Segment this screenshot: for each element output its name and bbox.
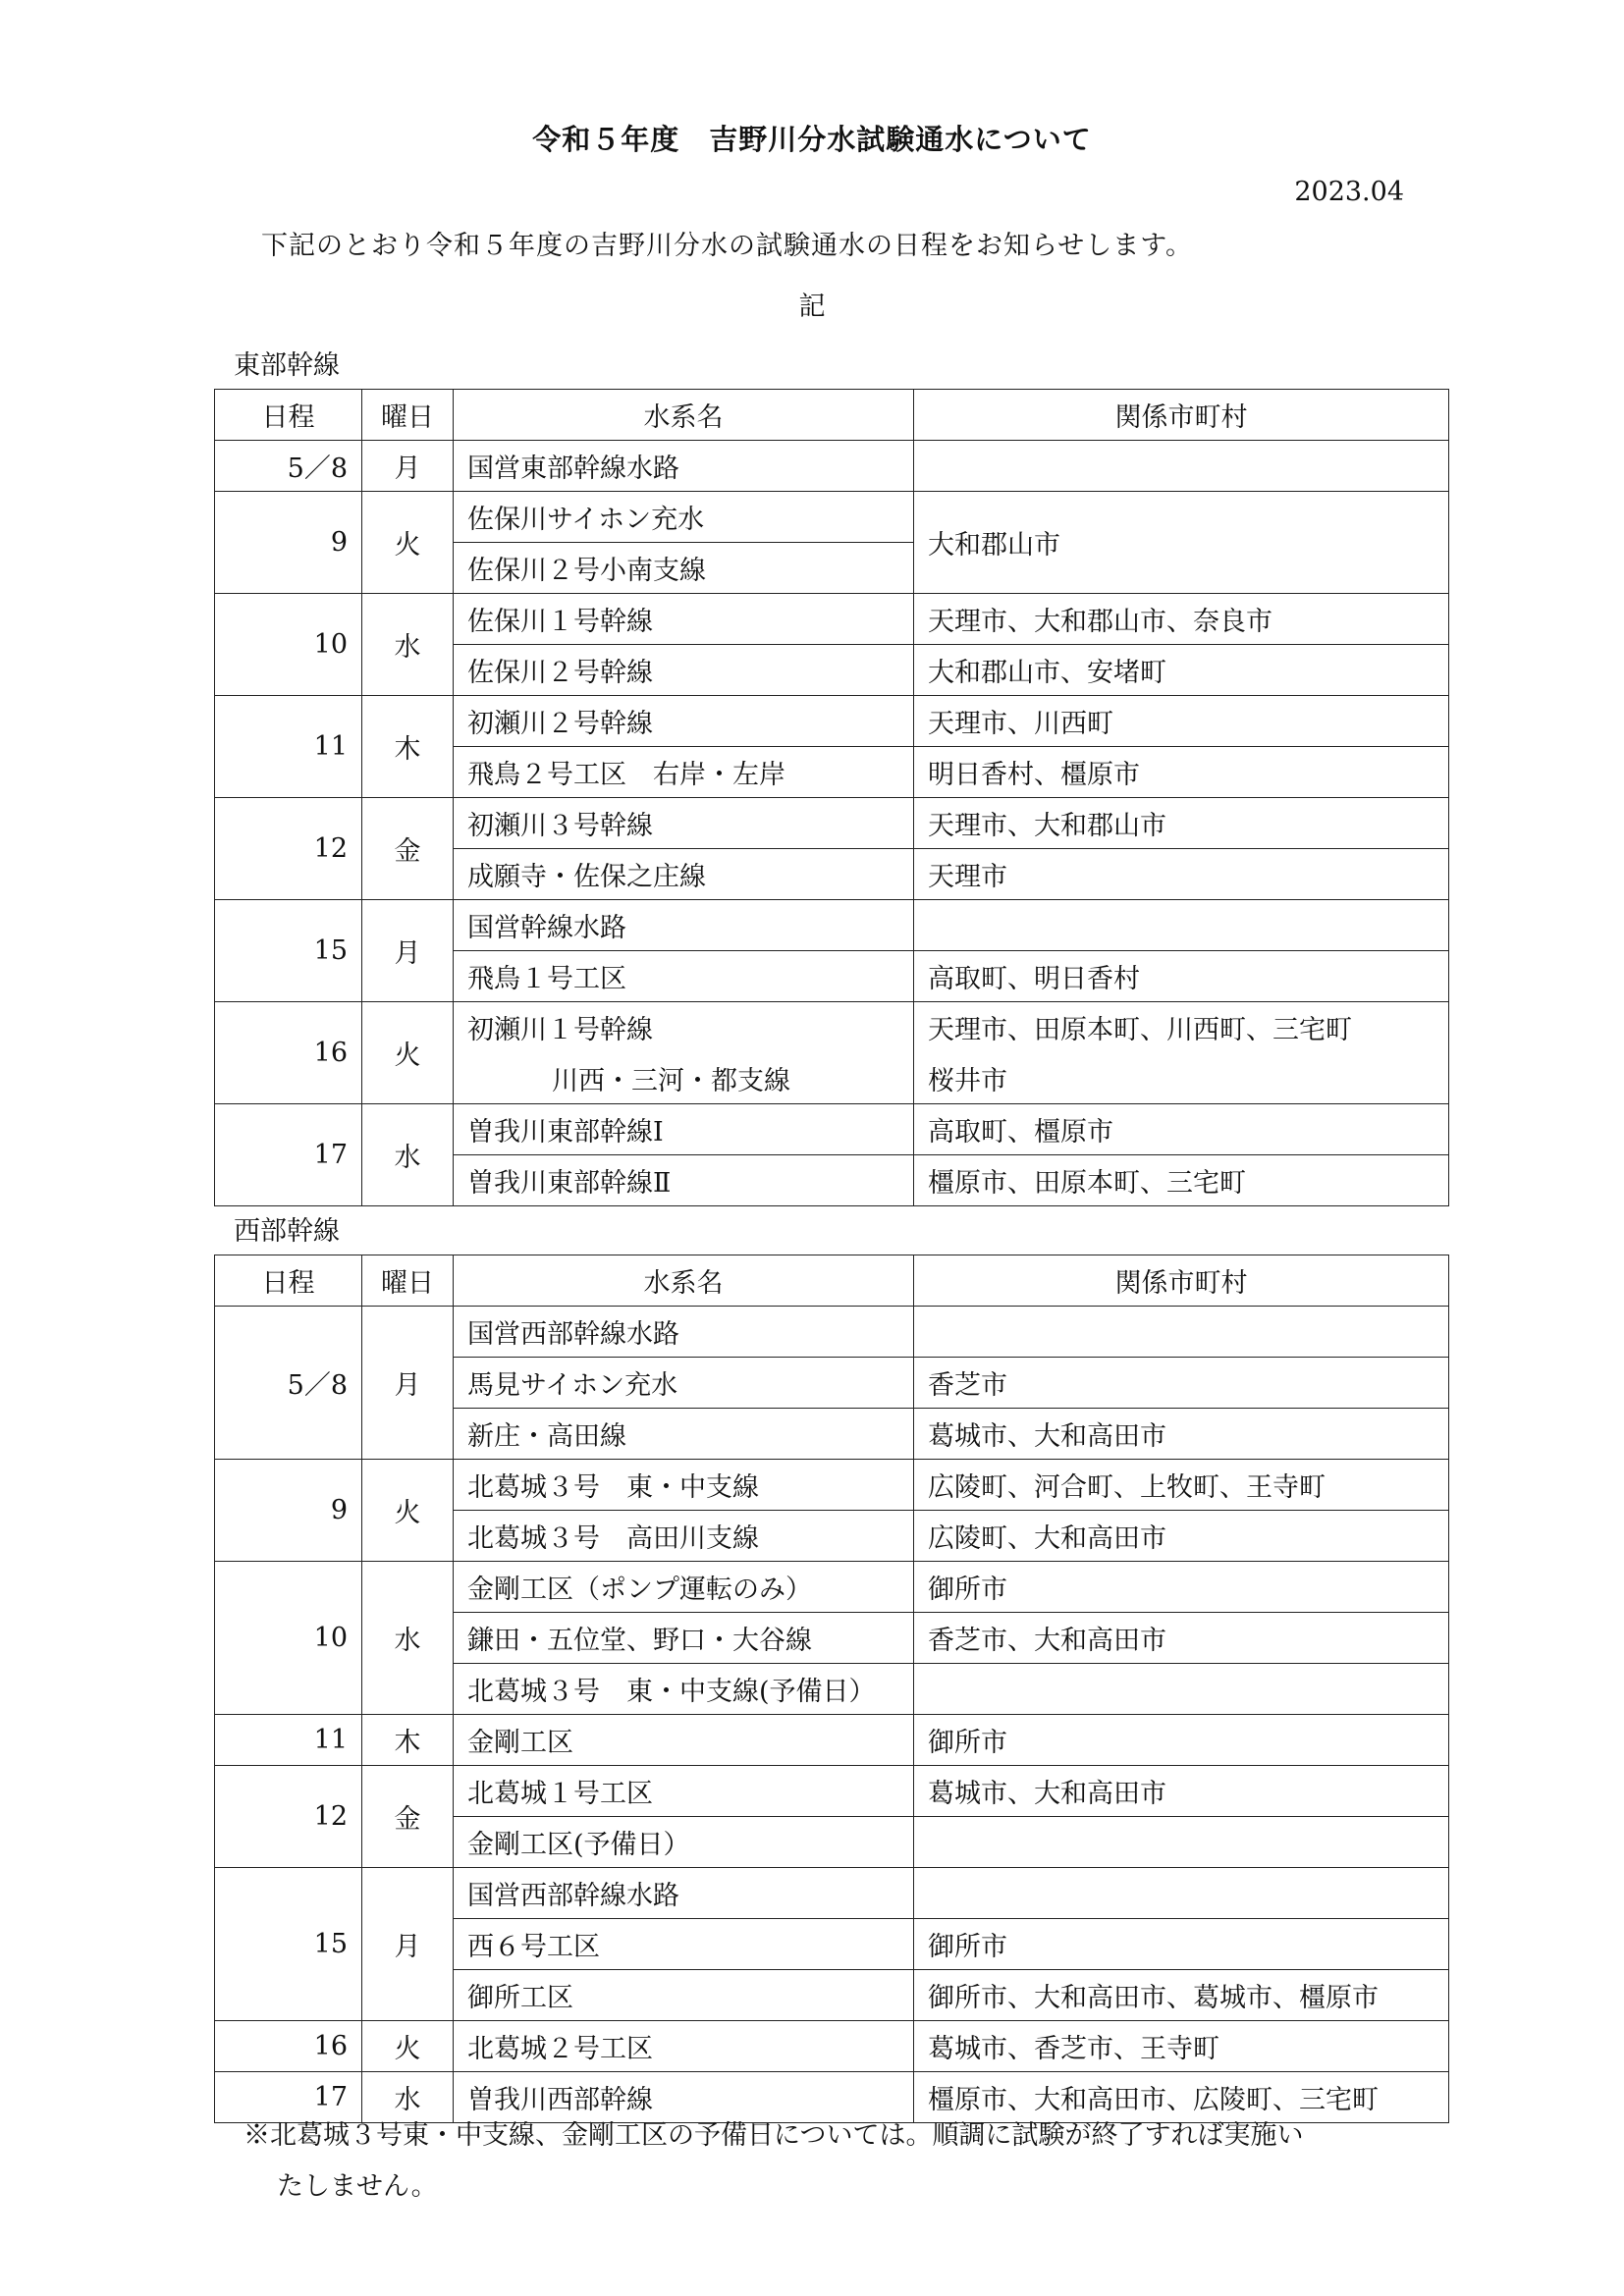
system-cell: 佐保川２号幹線 (454, 645, 914, 696)
system-cell: 金剛工区(予備日） (454, 1817, 914, 1868)
intro-text: 下記のとおり令和５年度の吉野川分水の試験通水の日程をお知らせします。 (261, 231, 1194, 261)
date-cell: 12 (215, 798, 362, 900)
related-cell: 広陵町、河合町、上牧町、王寺町 (914, 1460, 1449, 1511)
table-row (215, 900, 1449, 951)
system-cell: 北葛城３号 東・中支線(予備日） (454, 1664, 914, 1715)
date-cell: 9 (215, 492, 362, 594)
west-section-label: 西部幹線 (234, 1216, 340, 1247)
system-cell: 馬見サイホン充水 (454, 1358, 914, 1409)
date-cell: 5／8 (215, 441, 362, 492)
east-section-label: 東部幹線 (234, 350, 340, 381)
table-row (215, 696, 1449, 747)
table-row (215, 1562, 1449, 1613)
date-cell: 10 (215, 594, 362, 696)
date-cell: 16 (215, 1002, 362, 1104)
table-row (215, 1766, 1449, 1817)
related-cell: 天理市、大和郡山市、奈良市 (914, 594, 1449, 645)
day-cell: 水 (362, 594, 454, 696)
system-cell: 川西・三河・都支線 (454, 1053, 914, 1104)
day-cell: 木 (362, 696, 454, 798)
day-cell: 水 (362, 2072, 454, 2123)
header-date: 日程 (215, 390, 362, 441)
date-cell: 10 (215, 1562, 362, 1715)
system-cell: 初瀬川３号幹線 (454, 798, 914, 849)
related-cell: 広陵町、大和高田市 (914, 1511, 1449, 1562)
related-cell: 香芝市 (914, 1358, 1449, 1409)
system-cell: 国営西部幹線水路 (454, 1307, 914, 1358)
day-cell: 火 (362, 1002, 454, 1104)
date-cell: 15 (215, 1868, 362, 2021)
system-cell: 北葛城１号工区 (454, 1766, 914, 1817)
system-cell: 飛鳥１号工区 (454, 951, 914, 1002)
page-title: 令和５年度 吉野川分水試験通水について (532, 123, 1092, 156)
header-day: 曜日 (362, 1255, 454, 1307)
system-cell: 西６号工区 (454, 1919, 914, 1970)
system-cell: 北葛城３号 高田川支線 (454, 1511, 914, 1562)
ki-marker: 記 (798, 292, 826, 322)
date-cell: 11 (215, 696, 362, 798)
west-schedule-table (214, 1255, 1449, 2123)
header-day: 曜日 (362, 390, 454, 441)
system-cell: 国営西部幹線水路 (454, 1868, 914, 1919)
table-row (215, 594, 1449, 645)
day-cell: 木 (362, 1715, 454, 1766)
day-cell: 火 (362, 1460, 454, 1562)
system-cell: 北葛城３号 東・中支線 (454, 1460, 914, 1511)
footnote-line-1: ※北葛城３号東・中支線、金剛工区の予備日については。順調に試験が終了すれば実施い (244, 2120, 1304, 2151)
date-cell: 16 (215, 2021, 362, 2072)
related-cell: 桜井市 (914, 1053, 1449, 1104)
system-cell: 金剛工区 (454, 1715, 914, 1766)
date-cell: 17 (215, 1104, 362, 1206)
related-cell: 天理市、田原本町、川西町、三宅町 (914, 1002, 1449, 1053)
system-cell: 北葛城２号工区 (454, 2021, 914, 2072)
table-row (215, 441, 1449, 492)
system-cell: 御所工区 (454, 1970, 914, 2021)
system-cell: 曽我川西部幹線 (454, 2072, 914, 2123)
date-cell: 11 (215, 1715, 362, 1766)
date-cell: 17 (215, 2072, 362, 2123)
system-cell: 飛鳥２号工区 右岸・左岸 (454, 747, 914, 798)
header-system: 水系名 (454, 390, 914, 441)
related-cell (914, 441, 1449, 492)
header-date: 日程 (215, 1255, 362, 1307)
east-schedule-table (214, 389, 1449, 1206)
related-cell: 橿原市、田原本町、三宅町 (914, 1155, 1449, 1206)
system-cell: 成願寺・佐保之庄線 (454, 849, 914, 900)
system-cell: 佐保川サイホン充水 (454, 492, 914, 543)
related-cell: 天理市、大和郡山市 (914, 798, 1449, 849)
related-cell: 御所市 (914, 1562, 1449, 1613)
date-cell: 9 (215, 1460, 362, 1562)
day-cell: 水 (362, 1104, 454, 1206)
day-cell: 金 (362, 798, 454, 900)
related-cell: 明日香村、橿原市 (914, 747, 1449, 798)
date-cell: 12 (215, 1766, 362, 1868)
table-header-row (215, 1255, 1449, 1307)
table-row (215, 798, 1449, 849)
related-cell: 天理市、川西町 (914, 696, 1449, 747)
related-cell (914, 1868, 1449, 1919)
related-cell: 高取町、明日香村 (914, 951, 1449, 1002)
table-row (215, 492, 1449, 543)
table-row (215, 1002, 1449, 1053)
table-row (215, 1868, 1449, 1919)
system-cell: 鎌田・五位堂、野口・大谷線 (454, 1613, 914, 1664)
related-cell: 葛城市、大和高田市 (914, 1766, 1449, 1817)
related-cell (914, 1307, 1449, 1358)
related-cell: 御所市、大和高田市、葛城市、橿原市 (914, 1970, 1449, 2021)
footnote (244, 2110, 1451, 2213)
related-cell: 大和郡山市、安堵町 (914, 645, 1449, 696)
system-cell: 佐保川１号幹線 (454, 594, 914, 645)
table-row (215, 1715, 1449, 1766)
related-cell: 大和郡山市 (914, 492, 1449, 594)
day-cell: 月 (362, 1868, 454, 2021)
related-cell: 御所市 (914, 1715, 1449, 1766)
day-cell: 月 (362, 1307, 454, 1460)
table-row (215, 1307, 1449, 1358)
related-cell: 橿原市、大和高田市、広陵町、三宅町 (914, 2072, 1449, 2123)
related-cell: 御所市 (914, 1919, 1449, 1970)
table-row (215, 1104, 1449, 1155)
related-cell: 香芝市、大和高田市 (914, 1613, 1449, 1664)
system-cell: 国営幹線水路 (454, 900, 914, 951)
header-related: 関係市町村 (914, 1255, 1449, 1307)
day-cell: 火 (362, 2021, 454, 2072)
related-cell (914, 1817, 1449, 1868)
header-system: 水系名 (454, 1255, 914, 1307)
system-cell: 初瀬川１号幹線 (454, 1002, 914, 1053)
header-related: 関係市町村 (914, 390, 1449, 441)
table-header-row (215, 390, 1449, 441)
day-cell: 月 (362, 441, 454, 492)
day-cell: 月 (362, 900, 454, 1002)
system-cell: 国営東部幹線水路 (454, 441, 914, 492)
related-cell (914, 1664, 1449, 1715)
footnote-line-2: たしません。 (277, 2171, 438, 2202)
system-cell: 新庄・高田線 (454, 1409, 914, 1460)
table-row (215, 1460, 1449, 1511)
day-cell: 水 (362, 1562, 454, 1715)
day-cell: 金 (362, 1766, 454, 1868)
system-cell: 金剛工区（ポンプ運転のみ） (454, 1562, 914, 1613)
system-cell: 佐保川２号小南支線 (454, 543, 914, 594)
system-cell: 曽我川東部幹線Ⅰ (454, 1104, 914, 1155)
related-cell: 葛城市、香芝市、王寺町 (914, 2021, 1449, 2072)
system-cell: 曽我川東部幹線Ⅱ (454, 1155, 914, 1206)
related-cell: 高取町、橿原市 (914, 1104, 1449, 1155)
date-cell: 5／8 (215, 1307, 362, 1460)
related-cell: 葛城市、大和高田市 (914, 1409, 1449, 1460)
related-cell (914, 900, 1449, 951)
document-date: 2023.04 (1294, 177, 1404, 207)
table-row (215, 2021, 1449, 2072)
related-cell: 天理市 (914, 849, 1449, 900)
day-cell: 火 (362, 492, 454, 594)
date-cell: 15 (215, 900, 362, 1002)
system-cell: 初瀬川２号幹線 (454, 696, 914, 747)
